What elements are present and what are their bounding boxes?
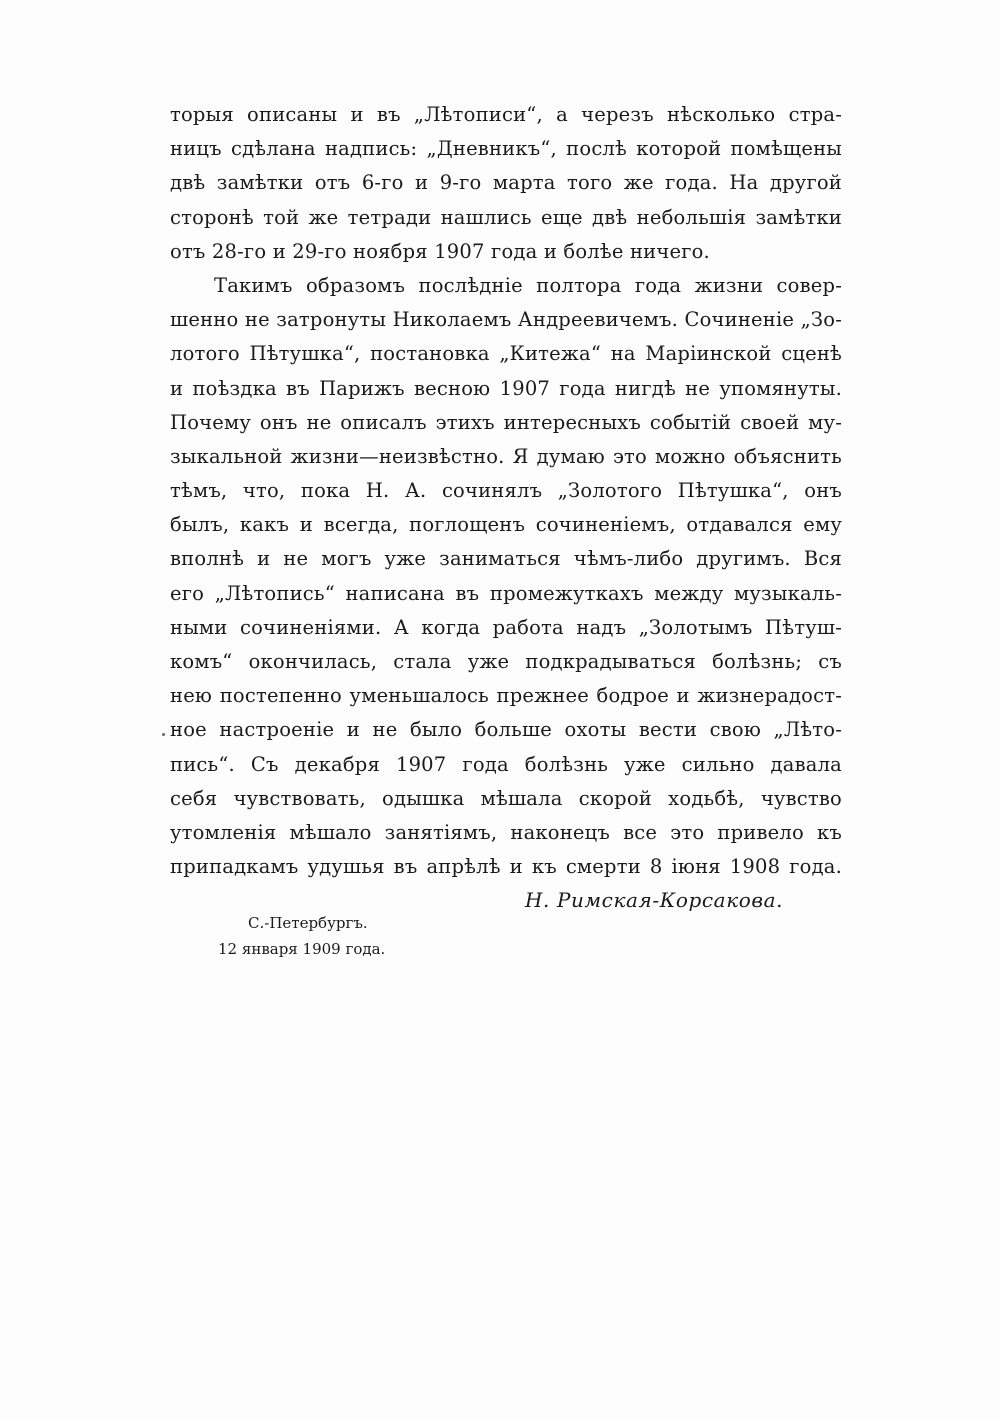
text-line: припадкамъ удушья въ апрѣлѣ и къ смерти 8 іюня 1908 года. [170,855,842,879]
text-line: ное настроеніе и не было больше охоты вести свою „Лѣто- [170,718,842,742]
date-line: 12 января 1909 года. [218,940,386,958]
body-text [170,98,842,884]
text-line: шенно не затронуты Николаемъ Андреевичемъ. Сочиненіе „Зо- [170,308,842,332]
paragraph-start-line: Такимъ образомъ послѣдніе полтора года жизни совер- [214,273,842,297]
author-signature: Н. Римская-Корсакова. [525,888,784,912]
text-line: двѣ замѣтки отъ 6-го и 9-го марта того же года. На другой [170,171,842,195]
text-line: тѣмъ, что, пока Н. А. сочинялъ „Золотого Пѣтушка“, онъ [170,479,842,503]
text-line: вполнѣ и не могъ уже заниматься чѣмъ-либо другимъ. Вся [170,547,842,571]
place-line: С.-Петербургъ. [248,914,368,932]
scan-speck [162,733,165,736]
text-line: и поѣздка въ Парижъ весною 1907 года нигдѣ не упомянуты. [170,376,842,400]
text-line: лотого Пѣтушка“, постановка „Китежа“ на Маріинской сценѣ [170,342,842,366]
text-line: ными сочиненіями. А когда работа надъ „Золотымъ Пѣтуш- [170,615,842,639]
text-line: торыя описаны и въ „Лѣтописи“, а черезъ нѣсколько стра- [170,103,842,126]
text-line: отъ 28-го и 29-го ноября 1907 года и болѣе ничего. [170,239,710,263]
text-line: нею постепенно уменьшалось прежнее бодрое и жизнерадост- [170,684,842,708]
text-line: зыкальной жизни—неизвѣстно. Я думаю это можно объяснить [170,444,842,468]
text-line: Почему онъ не описалъ этихъ интересныхъ событій своей му- [170,410,842,434]
text-line: былъ, какъ и всегда, поглощенъ сочиненіемъ, отдавался ему [170,513,842,537]
text-line: утомленія мѣшало занятіямъ, наконецъ все это привело къ [170,820,842,844]
text-line: комъ“ окончилась, стала уже подкрадываться болѣзнь; съ [170,650,842,673]
text-line: его „Лѣтопись“ написана въ промежуткахъ между музыкаль- [170,581,842,605]
text-line: пись“. Съ декабря 1907 года болѣзнь уже сильно давала [170,752,842,776]
text-line: ницъ сдѣлана надпись: „Дневникъ“, послѣ которой помѣщены [170,137,842,161]
text-line: сторонѣ той же тетради нашлись еще двѣ небольшія замѣтки [170,205,842,229]
text-line: себя чувствовать, одышка мѣшала скорой ходьбѣ, чувство [170,786,842,810]
